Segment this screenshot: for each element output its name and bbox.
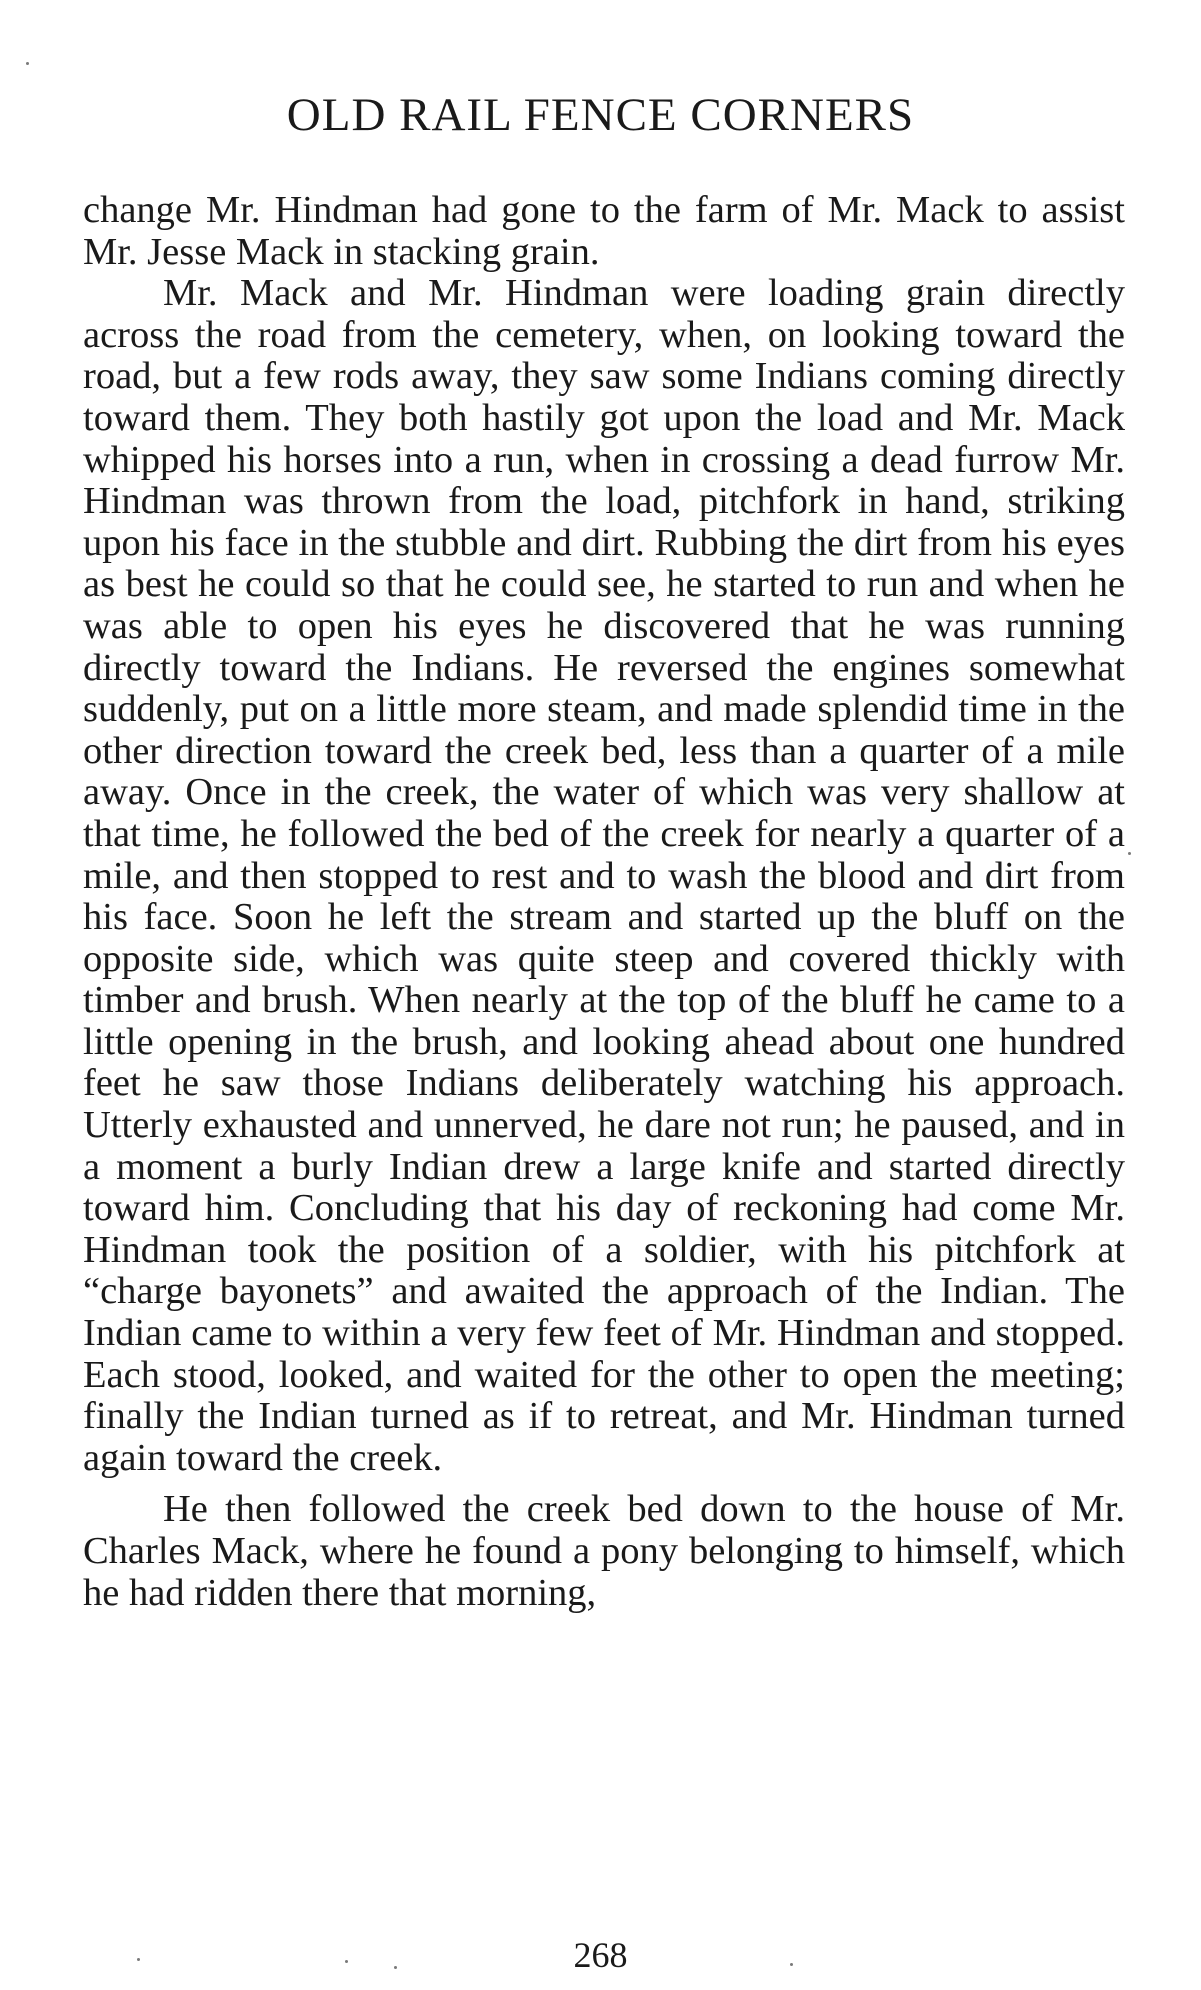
running-title: OLD RAIL FENCE CORNERS xyxy=(286,89,915,141)
paper-speck xyxy=(790,1963,793,1966)
paper-speck xyxy=(26,62,29,65)
paper-speck xyxy=(137,1958,140,1961)
paragraph-indian-encounter: Mr. Mack and Mr. Hindman were loading grain directly across the road from the cemetery, when, on looking toward the road, but a few rods away, they saw some Indians coming directly toward them. They both hastily got upon the load and Mr. Mack whipped his horses into a run, when in crossing a dead furrow Mr. Hindman was thrown from the load, pitchfork in hand, striking upon his face in the stubble and dirt. Rubbing the dirt from his eyes as best he could so that he could see, he started to run and when he was able to open his eyes he discovered that he was running directly toward the Indians. He reversed the engines somewhat suddenly, put on a little more steam, and made splendid time in the other direction toward the creek bed, less than a quarter of a mile away. Once in the creek, the water of which was very shallow at that time, he followed the bed of the creek for nearly a quarter of a mile, and then stopped to rest and to wash the blood and dirt from his face. Soon he left the stream and started up the bluff on the opposite side, which was quite steep and covered thickly with timber and brush. When nearly at the top of the bluff he came to a little opening in the brush, and looking ahead about one hundred feet he saw those Indians deliberately watching his approach. Utterly exhausted and unnerved, he dare not run; he paused, and in a moment a burly Indian drew a large knife and started directly toward him. Concluding that his day of reckoning had come Mr. Hindman took the position of a soldier, with his pitchfork at “charge bayonets” and awaited the approach of the Indian. The Indian came to within a very few feet of Mr. Hindman and stopped. Each stood, looked, and waited for the other to open the meeting; finally the Indian turned as if to retreat, and Mr. Hindman turned again toward the creek. xyxy=(83,272,1125,1479)
body-text xyxy=(83,190,1125,1614)
paper-speck xyxy=(1128,852,1131,855)
paper-speck xyxy=(345,1960,348,1963)
paper-speck xyxy=(394,1966,397,1969)
paragraph-continuation: change Mr. Hindman had gone to the farm of Mr. Mack to assist Mr. Jesse Mack in stacking grain. xyxy=(83,189,1125,273)
page-number: 268 xyxy=(573,1935,628,1975)
paragraph-charles-mack-house: He then followed the creek bed down to the house of Mr. Charles Mack, where he found a pony belonging to himself, which he had ridden there that morning, xyxy=(83,1488,1125,1614)
